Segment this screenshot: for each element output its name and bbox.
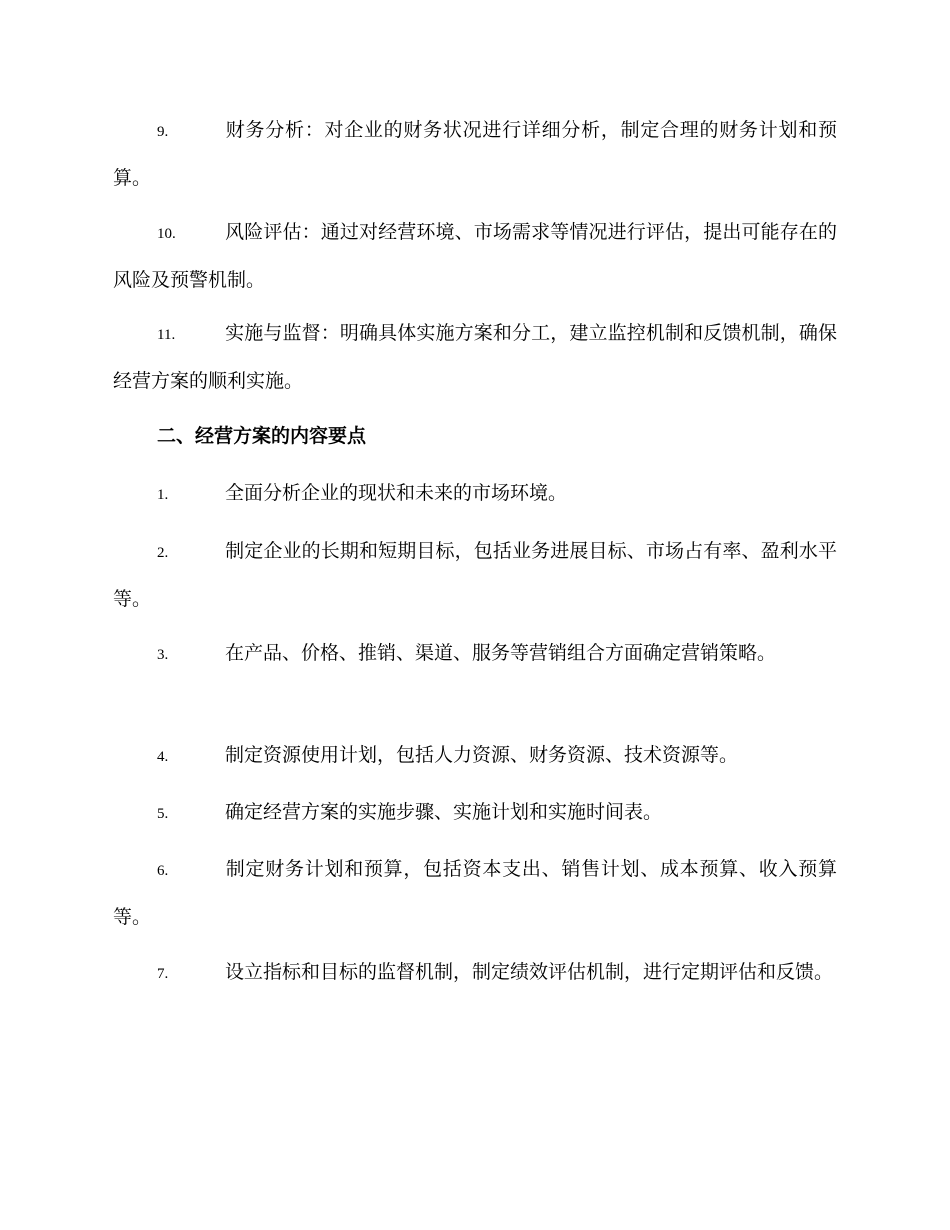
list-item <box>113 310 837 404</box>
list-item-number: 11. <box>157 327 176 343</box>
list-item-number: 9. <box>157 124 169 140</box>
list-item-number: 3. <box>157 647 169 663</box>
list-item-text: 实施与监督：明确具体实施方案和分工，建立监控机制和反馈机制，确保经营方案的顺利实施。 <box>113 322 837 392</box>
list-item-number: 2. <box>157 545 169 561</box>
list-item-text: 设立指标和目标的监督机制，制定绩效评估机制，进行定期评估和反馈。 <box>225 961 834 983</box>
list-item-text: 在产品、价格、推销、渠道、服务等营销组合方面确定营销策略。 <box>225 642 777 664</box>
list-item-text: 制定资源使用计划，包括人力资源、财务资源、技术资源等。 <box>225 744 739 766</box>
list-item <box>113 789 837 837</box>
list-item <box>113 107 837 201</box>
list-item <box>113 630 837 678</box>
list-item-number: 4. <box>157 749 169 765</box>
list-item-text: 财务分析：对企业的财务状况进行详细分析，制定合理的财务计划和预算。 <box>113 119 837 189</box>
list-item <box>113 846 837 940</box>
list-item-text: 制定财务计划和预算，包括资本支出、销售计划、成本预算、收入预算等。 <box>113 858 837 928</box>
list-item <box>113 949 837 997</box>
list-item-text: 全面分析企业的现状和未来的市场环境。 <box>225 482 568 504</box>
list-item <box>113 209 837 303</box>
list-item <box>113 528 837 622</box>
list-item-text: 确定经营方案的实施步骤、实施计划和实施时间表。 <box>225 801 663 823</box>
list-item-text: 制定企业的长期和短期目标，包括业务进展目标、市场占有率、盈利水平等。 <box>113 540 837 610</box>
list-item <box>113 732 837 780</box>
list-item <box>113 470 837 518</box>
list-item-number: 7. <box>157 966 169 982</box>
list-item-number: 1. <box>157 487 169 503</box>
list-item-number: 10. <box>157 226 176 242</box>
list-item-number: 5. <box>157 806 169 822</box>
list-item-text: 风险评估：通过对经营环境、市场需求等情况进行评估，提出可能存在的风险及预警机制。 <box>113 221 837 291</box>
list-item-number: 6. <box>157 863 169 879</box>
section-heading: 二、经营方案的内容要点 <box>157 425 367 447</box>
